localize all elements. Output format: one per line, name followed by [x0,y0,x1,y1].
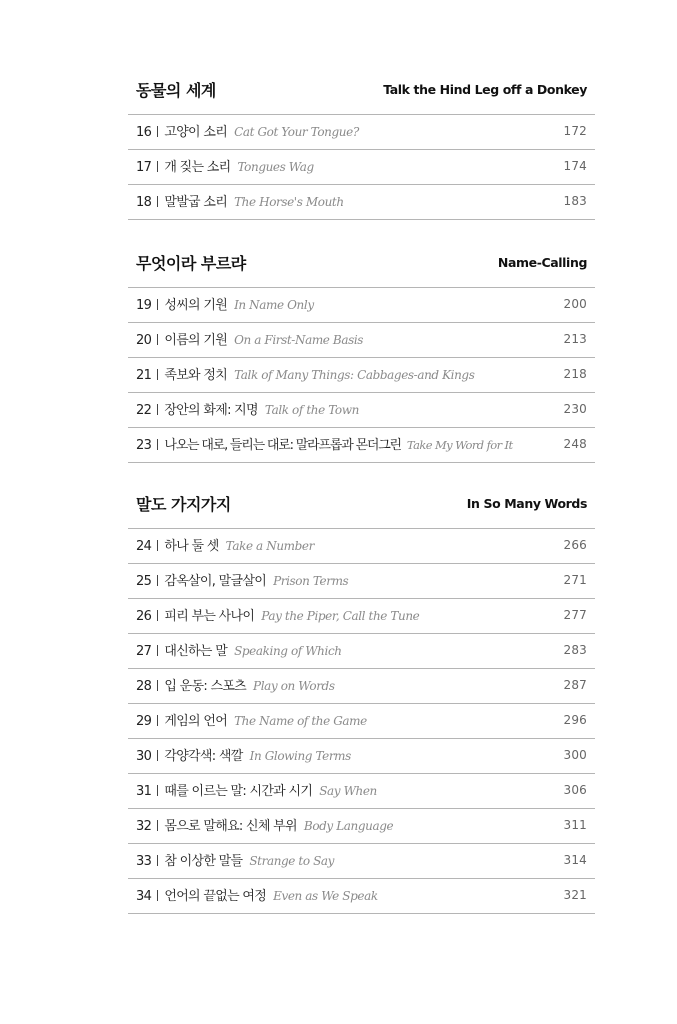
page-number: 248 [563,437,587,451]
page-number: 277 [563,608,587,622]
chapter-number: 22 [136,403,152,418]
chapter-title-english: Talk of Many Things: Cabbages-and Kings [234,368,475,382]
toc-section [128,241,595,463]
page-number: 300 [563,748,587,762]
separator-bar [157,715,158,726]
section-title-korean: 동물의 세계 [136,81,216,100]
chapter-number: 31 [136,784,152,799]
separator-bar [157,890,158,901]
separator-bar [157,161,158,172]
page-number: 172 [563,124,587,138]
section-title-korean: 무엇이라 부르랴 [136,254,246,273]
chapter-title-english: The Horse's Mouth [234,195,344,209]
separator-bar [157,334,158,345]
chapter-title-korean: 족보와 정치 [164,368,228,383]
chapter-title-english: Speaking of Which [234,644,342,658]
section-title-english: Name-Calling [497,255,587,270]
separator-bar [157,680,158,691]
chapter-title-korean: 피리 부는 사나이 [164,609,255,624]
toc-entry[interactable] [128,599,595,634]
chapter-title-korean: 이름의 기원 [164,333,228,348]
chapter-title-korean: 언어의 끝없는 여정 [164,889,267,904]
chapter-title-korean: 고양이 소리 [164,125,228,140]
separator-bar [157,575,158,586]
chapter-title-korean: 감옥살이, 말글살이 [164,574,267,589]
page-number: 314 [563,853,587,867]
toc-entry[interactable] [128,704,595,739]
separator-bar [157,610,158,621]
chapter-title-korean: 장안의 화제: 지명 [164,403,258,418]
toc-entry[interactable] [128,358,595,393]
separator-bar [157,126,158,137]
chapter-number: 16 [136,125,152,140]
chapter-title-korean: 때를 이르는 말: 시간과 시기 [164,784,313,799]
page-number: 213 [563,332,587,346]
section-header [128,482,595,529]
chapter-number: 19 [136,298,152,313]
chapter-title-korean: 몸으로 말해요: 신체 부위 [164,819,297,834]
chapter-title-english: Say When [319,784,377,798]
toc-entry[interactable] [128,844,595,879]
chapter-title-english: Play on Words [253,679,335,693]
toc-entry[interactable] [128,529,595,564]
toc-entry[interactable] [128,393,595,428]
chapter-title-english: Pay the Piper, Call the Tune [261,609,420,623]
chapter-title-english: Strange to Say [249,854,335,868]
page-number: 266 [563,538,587,552]
toc-entry[interactable] [128,428,595,463]
page-number: 283 [563,643,587,657]
chapter-title-english: In Glowing Terms [249,749,351,763]
chapter-number: 30 [136,749,152,764]
page-number: 183 [563,194,587,208]
page-number: 174 [563,159,587,173]
chapter-number: 33 [136,854,152,869]
chapter-title-english: Body Language [303,819,394,833]
page-number: 296 [563,713,587,727]
chapter-title-english: Take My Word for It [406,438,513,452]
toc-entry[interactable] [128,185,595,220]
page-number: 311 [563,818,587,832]
toc-entry[interactable] [128,739,595,774]
toc-section [128,482,595,914]
section-header [128,241,595,288]
chapter-title-korean: 각양각색: 색깔 [164,749,243,764]
chapter-number: 25 [136,574,152,589]
toc-entry[interactable] [128,150,595,185]
separator-bar [157,369,158,380]
toc-entry[interactable] [128,288,595,323]
separator-bar [157,540,158,551]
separator-bar [157,404,158,415]
chapter-number: 20 [136,333,152,348]
chapter-title-korean: 대신하는 말 [164,644,228,659]
chapter-number: 27 [136,644,152,659]
separator-bar [157,855,158,866]
chapter-number: 28 [136,679,152,694]
chapter-number: 21 [136,368,152,383]
chapter-title-korean: 나오는 대로, 들리는 대로: 말라프롭과 몬더그린 [164,438,401,453]
separator-bar [157,439,158,450]
chapter-title-korean: 게임의 언어 [164,714,228,729]
toc-entry[interactable] [128,323,595,358]
chapter-title-english: Cat Got Your Tongue? [234,125,359,139]
chapter-number: 18 [136,195,152,210]
chapter-number: 34 [136,889,152,904]
chapter-title-korean: 성씨의 기원 [164,298,228,313]
toc-entry[interactable] [128,564,595,599]
chapter-number: 17 [136,160,152,175]
toc-entry[interactable] [128,634,595,669]
chapter-title-english: In Name Only [234,298,314,312]
page-number: 218 [563,367,587,381]
page-number: 271 [563,573,587,587]
page-number: 230 [563,402,587,416]
chapter-title-english: The Name of the Game [234,714,367,728]
toc-section [128,68,595,220]
section-title-english: Talk the Hind Leg off a Donkey [383,82,587,97]
chapter-number: 24 [136,539,152,554]
section-title-english: In So Many Words [466,496,587,511]
section-header [128,68,595,115]
chapter-title-english: Tongues Wag [237,160,314,174]
section-title-korean: 말도 가지가지 [136,495,231,514]
toc-entry[interactable] [128,774,595,809]
page-number: 321 [563,888,587,902]
separator-bar [157,645,158,656]
chapter-title-korean: 개 짖는 소리 [164,160,231,175]
toc-entry[interactable] [128,115,595,150]
chapter-title-english: Prison Terms [273,574,349,588]
separator-bar [157,785,158,796]
toc-entry[interactable] [128,879,595,914]
chapter-number: 26 [136,609,152,624]
separator-bar [157,299,158,310]
separator-bar [157,820,158,831]
chapter-number: 23 [136,438,152,453]
chapter-number: 29 [136,714,152,729]
chapter-title-english: Even as We Speak [273,889,378,903]
separator-bar [157,750,158,761]
chapter-title-english: On a First-Name Basis [234,333,364,347]
chapter-title-korean: 입 운동: 스포츠 [164,679,247,694]
chapter-title-english: Take a Number [225,539,314,553]
page-number: 200 [563,297,587,311]
chapter-title-korean: 참 이상한 말들 [164,854,243,869]
chapter-title-korean: 말발굽 소리 [164,195,228,210]
page-number: 306 [563,783,587,797]
page-number: 287 [563,678,587,692]
chapter-title-english: Talk of the Town [264,403,359,417]
separator-bar [157,196,158,207]
chapter-number: 32 [136,819,152,834]
chapter-title-korean: 하나 둘 셋 [164,539,219,554]
toc-entry[interactable] [128,669,595,704]
toc-entry[interactable] [128,809,595,844]
